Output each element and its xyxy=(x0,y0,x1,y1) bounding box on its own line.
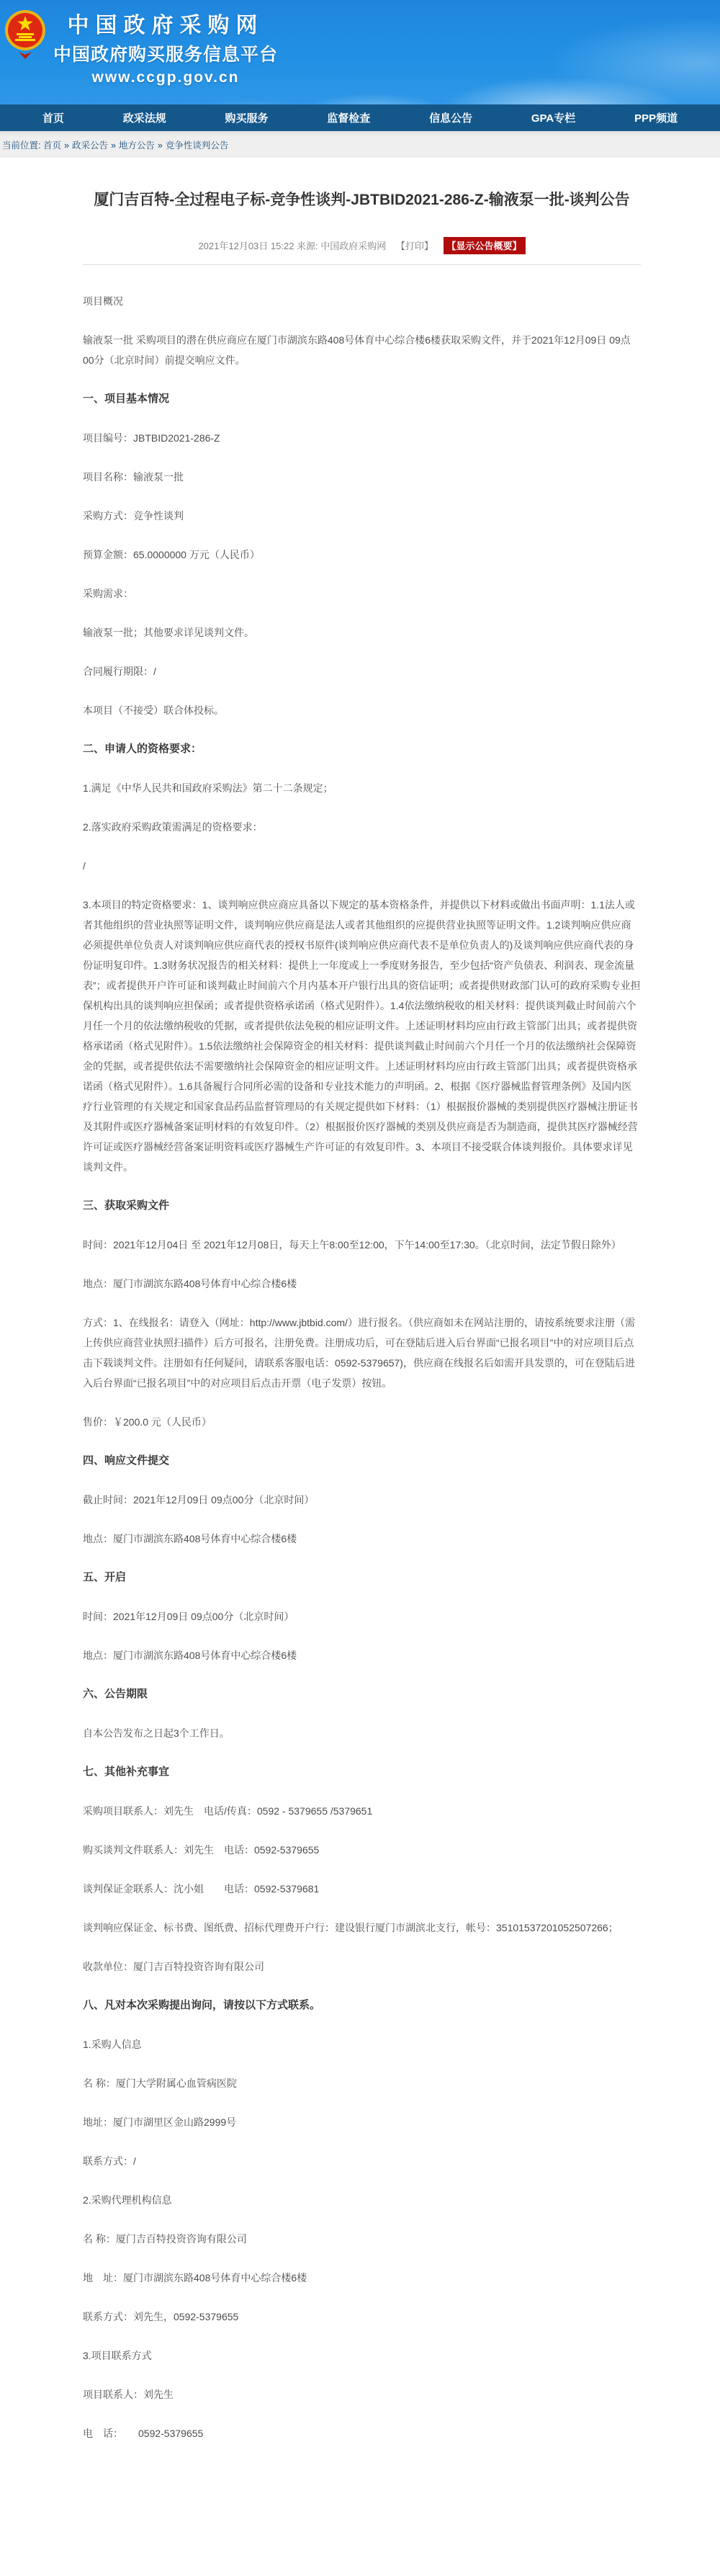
body-paragraph: 输液泵一批；其他要求详见谈判文件。 xyxy=(83,627,254,638)
body-paragraph: 电 话： 0592-5379655 xyxy=(83,2428,204,2439)
section-heading: 五、开启 xyxy=(83,1571,127,1583)
body-paragraph: 名 称：厦门吉百特投资咨询有限公司 xyxy=(83,2233,247,2245)
body-paragraph: 预算金额：65.0000000 万元（人民币） xyxy=(83,549,260,560)
section-heading: 三、获取采购文件 xyxy=(83,1199,170,1212)
body-paragraph: 合同履行期限：/ xyxy=(83,666,156,677)
site-title: 中国政府采购网 xyxy=(67,14,264,37)
body-paragraph: 联系方式：/ xyxy=(83,2155,136,2167)
announcement-article xyxy=(0,158,720,2541)
body-paragraph: 时间：2021年12月09日 09点00分（北京时间） xyxy=(83,1611,294,1622)
body-paragraph: 项目概况 xyxy=(83,295,123,307)
body-paragraph: 地点：厦门市湖滨东路408号体育中心综合楼6楼 xyxy=(83,1278,297,1289)
body-paragraph: 购买谈判文件联系人：刘先生 电话：0592-5379655 xyxy=(83,1844,320,1856)
body-paragraph: 项目名称：输液泵一批 xyxy=(83,471,184,483)
breadcrumb-link-procurement-notices[interactable]: 政采公告 xyxy=(71,140,108,151)
breadcrumb-separator: » xyxy=(157,140,163,151)
body-paragraph: 自本公告发布之日起3个工作日。 xyxy=(83,1727,230,1739)
national-emblem-icon[interactable] xyxy=(4,7,46,62)
nav-item-gpa[interactable]: GPA专栏 xyxy=(531,112,576,125)
body-paragraph: 采购需求： xyxy=(83,588,133,599)
print-button[interactable]: 【打印】 xyxy=(395,241,433,251)
publish-date: 2021年12月03日 15:22 xyxy=(198,241,294,251)
body-paragraph: / xyxy=(83,860,86,872)
body-paragraph: 1.满足《中华人民共和国政府采购法》第二十二条规定； xyxy=(83,782,333,794)
body-paragraph: 1.采购人信息 xyxy=(83,2039,142,2050)
breadcrumb-link-competitive-negotiation[interactable]: 竞争性谈判公告 xyxy=(165,140,229,151)
section-heading: 一、项目基本情况 xyxy=(83,393,170,405)
nav-item-regulations[interactable]: 政采法规 xyxy=(122,112,166,125)
body-paragraph: 2.落实政府采购政策需满足的资格要求： xyxy=(83,821,263,833)
body-paragraph: 本项目（不接受）联合体投标。 xyxy=(83,705,224,716)
body-paragraph: 地点：厦门市湖滨东路408号体育中心综合楼6楼 xyxy=(83,1650,297,1661)
site-branding xyxy=(47,7,284,86)
body-paragraph: 地点：厦门市湖滨东路408号体育中心综合楼6楼 xyxy=(83,1533,297,1544)
body-paragraph: 名 称：厦门大学附属心血管病医院 xyxy=(83,2078,237,2089)
breadcrumb-link-home[interactable]: 首页 xyxy=(42,140,61,151)
body-paragraph: 项目联系人：刘先生 xyxy=(83,2389,174,2400)
article-body xyxy=(83,291,641,2443)
body-paragraph: 截止时间：2021年12月09日 09点00分（北京时间） xyxy=(83,1494,315,1506)
body-paragraph: 售价：￥200.0 元（人民币） xyxy=(83,1416,212,1428)
show-summary-button[interactable]: 【显示公告概要】 xyxy=(444,237,526,254)
body-paragraph: 谈判响应保证金、标书费、图纸费、招标代理费开户行：建设银行厦门市湖滨北支行，帐号：35101537201052507266； xyxy=(83,1922,618,1933)
site-url: www.ccgp.gov.cn xyxy=(91,69,240,86)
breadcrumb-separator: » xyxy=(110,140,116,151)
breadcrumb xyxy=(0,131,720,158)
body-paragraph: 2.采购代理机构信息 xyxy=(83,2194,172,2206)
body-paragraph: 3.本项目的特定资格要求：1、谈判响应供应商应具备以下规定的基本资格条件，并提供以下材料或做出书面声明：1.1法人或者其他组织的营业执照等证明文件，谈判响应供应商是法人或者其他组织的应提供营业执照等证明文件。1.2谈判响应供应商必须提供单位负责人对谈判响应供应商代表的授权书原件(谈判响应供应商代表不是单位负责人的)及谈判响应供应商代表的身份证明复印件。1.3财务状况报告的相关材料：提供上一年度或上一季度财务报告，至少包括“资产负债表、利润表、现金流量表”；或者提供开户许可证和谈判截止时间前六个月内基本开户银行出具的资信证明；或者提供财政部门认可的政府采购专业担保机构出具的谈判响应担保函；或者提供资格承诺函（格式见附件）。1.4依法缴纳税收的相关材料：提供谈判截止时间前六个月任一个月的依法缴纳税收的凭据，或者提供依法免税的相应证明文件。上述证明材料均应由行政主管部门出具；或者提供资格承诺函（格式见附件）。1.5依法缴纳社会保障资金的相关材料：提供谈判截止时间前六个月任一个月的依法缴纳社会保障资金的凭据，或者提供依法不需要缴纳社会保障资金的相应证明文件。上述证明材料均应由行政主管部门出具；或者提供资格承诺函（格式见附件）。1.6具备履行合同所必需的设备和专业技术能力的声明函。2、根据《医疗器械监督管理条例》及国内医疗行业管理的有关规定和国家食品药品监督管理局的有关规定提供如下材料：（1）根据报价器械的类别提供医疗器械注册证书及其附件或医疗器械备案证明材料的有效复印件。（2）根据报价医疗器械的类别及供应商是否为制造商，提供其医疗器械经营许可证或医疗器械经营备案证明资料或医疗器械生产许可证的有效复印件。3、本项目不接受联合体谈判报价。具体要求详见谈判文件。 xyxy=(83,899,641,1173)
section-heading: 六、公告期限 xyxy=(83,1688,148,1700)
body-paragraph: 谈判保证金联系人：沈小姐 电话：0592-5379681 xyxy=(83,1883,320,1895)
nav-item-home[interactable]: 首页 xyxy=(42,112,64,125)
body-paragraph: 输液泵一批 采购项目的潜在供应商应在厦门市湖滨东路408号体育中心综合楼6楼获取采购文件，并于2021年12月09日 09点00分（北京时间）前提交响应文件。 xyxy=(83,334,631,366)
article-meta xyxy=(83,237,641,254)
article-source: 来源: 中国政府采购网 xyxy=(297,241,387,251)
nav-item-purchase-services[interactable]: 购买服务 xyxy=(225,112,269,125)
site-header xyxy=(0,0,720,104)
breadcrumb-label: 当前位置: xyxy=(2,140,41,151)
body-paragraph: 项目编号：JBTBID2021-286-Z xyxy=(83,432,220,444)
body-paragraph: 时间：2021年12月04日 至 2021年12月08日，每天上午8:00至12:00，下午14:00至17:30。（北京时间，法定节假日除外） xyxy=(83,1239,621,1251)
body-paragraph: 3.项目联系方式 xyxy=(83,2350,152,2361)
nav-item-supervision[interactable]: 监督检查 xyxy=(327,112,371,125)
section-heading: 七、其他补充事宜 xyxy=(83,1766,170,1778)
breadcrumb-link-local-notices[interactable]: 地方公告 xyxy=(118,140,155,151)
body-paragraph: 采购项目联系人：刘先生 电话/传真：0592 - 5379655 /5379651 xyxy=(83,1805,373,1817)
page-title: 厦门吉百特-全过程电子标-竞争性谈判-JBTBID2021-286-Z-输液泵一批-谈判公告 xyxy=(94,192,630,208)
section-heading: 二、申请人的资格要求： xyxy=(83,743,202,755)
main-nav xyxy=(0,104,720,131)
body-paragraph: 采购方式：竞争性谈判 xyxy=(83,510,184,522)
meta-divider xyxy=(83,264,641,265)
breadcrumb-separator: » xyxy=(63,140,69,151)
nav-item-ppp[interactable]: PPP频道 xyxy=(634,112,678,125)
body-paragraph: 地址：厦门市湖里区金山路2999号 xyxy=(83,2116,237,2128)
body-paragraph: 收款单位：厦门吉百特投资咨询有限公司 xyxy=(83,1961,264,1972)
body-paragraph: 联系方式：刘先生，0592-5379655 xyxy=(83,2311,239,2322)
section-heading: 八、凡对本次采购提出询问，请按以下方式联系。 xyxy=(83,1999,321,2011)
section-heading: 四、响应文件提交 xyxy=(83,1454,170,1467)
nav-item-announcements[interactable]: 信息公告 xyxy=(429,112,473,125)
body-paragraph: 地 址：厦门市湖滨东路408号体育中心综合楼6楼 xyxy=(83,2272,307,2284)
body-paragraph: 方式：1、在线报名：请登入（网址：http://www.jbtbid.com/）进行报名。（供应商如未在网站注册的，请按系统要求注册（需上传供应商营业执照扫描件）后方可报名，注册免费。注册成功后，可在登陆后进入后台界面“已报名项目”中的对应项目后点击下载谈判文件。注册如有任何疑问，请联系客服电话：0592-5379657)，供应商在线报名后如需开具发票的，可在登陆后进入后台界面“已报名项目”中的对应项目后点击开票（电子发票）按钮。 xyxy=(83,1317,635,1389)
site-subtitle: 中国政府购买服务信息平台 xyxy=(53,45,278,65)
